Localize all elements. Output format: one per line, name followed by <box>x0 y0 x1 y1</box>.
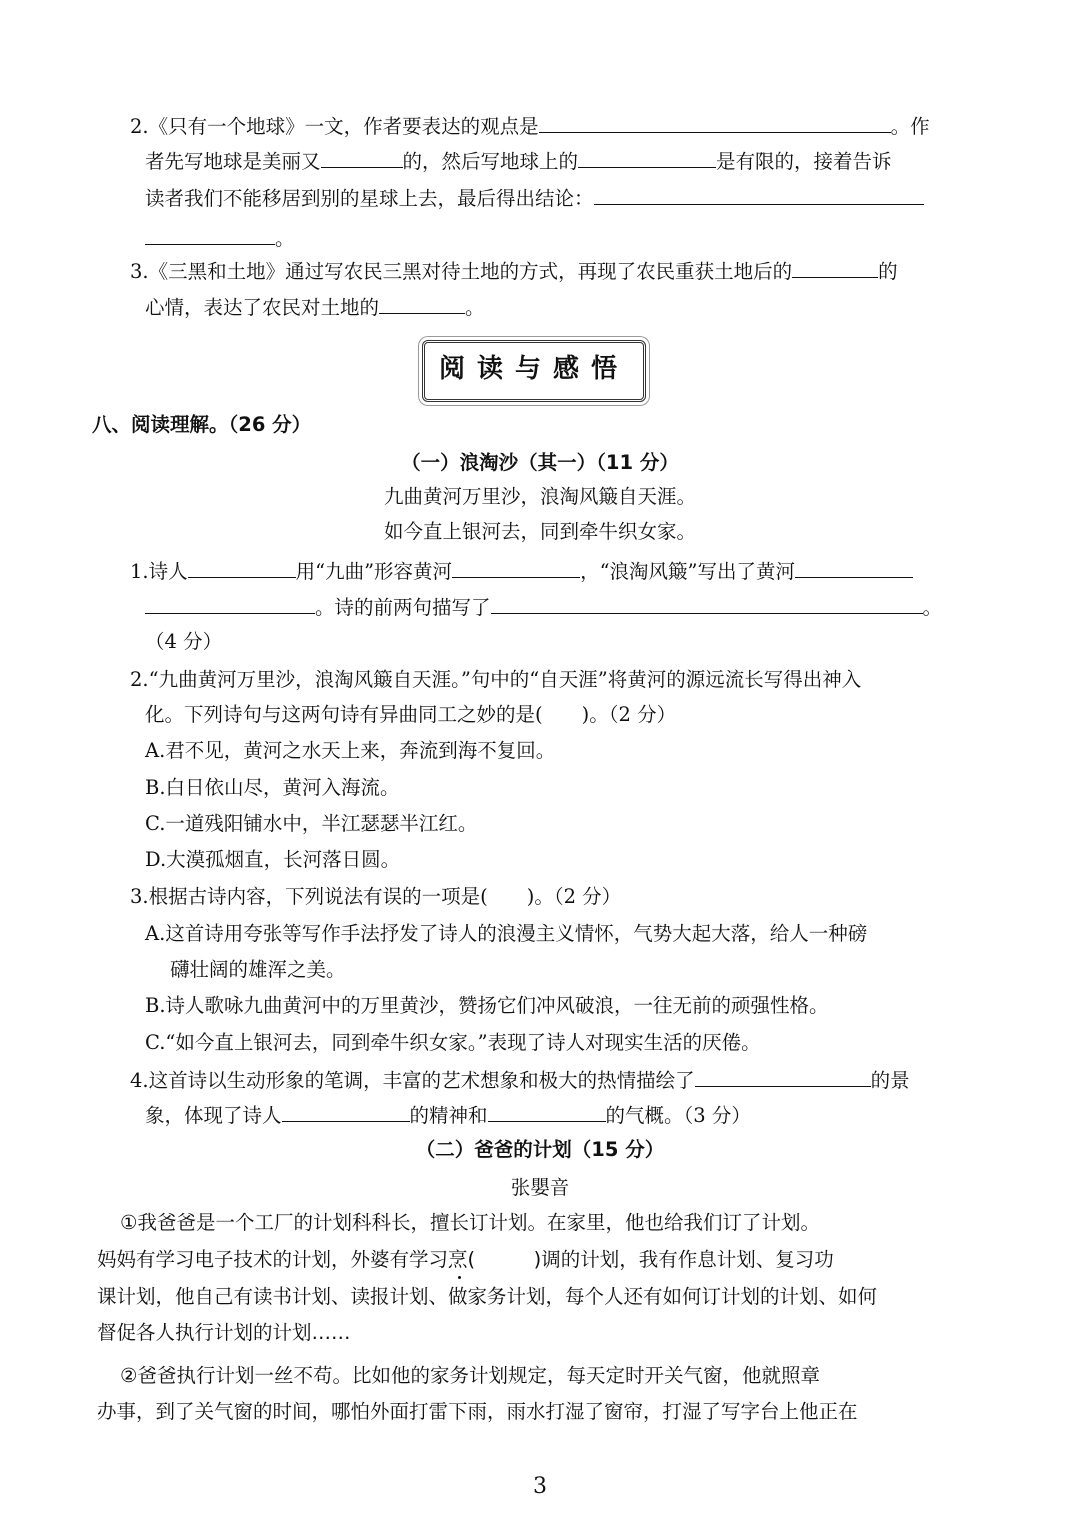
text: 3.《三黑和土地》通过写农民三黑对待土地的方式，再现了农民重获土地后的 <box>130 260 793 283</box>
text: 的气概。（3 分） <box>605 1104 751 1127</box>
text: 的精神和 <box>409 1104 488 1127</box>
text: 。作 <box>890 115 930 138</box>
text: 。诗的前两句描写了 <box>315 596 491 619</box>
paragraph-line: 督促各人执行计划的计划…… <box>97 1321 351 1344</box>
recall-q3-line1 <box>130 257 898 285</box>
text: 2.《只有一个地球》一文，作者要表达的观点是 <box>130 115 539 138</box>
answer-blank[interactable] <box>491 593 923 614</box>
option-continued: 礴壮阔的雄浑之美。 <box>170 958 346 981</box>
story-title: （二）爸爸的计划（15 分） <box>415 1138 665 1161</box>
paragraph-line: ①我爸爸是一个工厂的计划科科长，擅长订计划。在家里，他也给我们订了计划。 <box>120 1211 820 1234</box>
paragraph-line: ②爸爸执行计划一丝不苟。比如他的家务计划规定，每天定时开关气窗，他就照章 <box>120 1364 820 1387</box>
text: 。 <box>465 296 485 319</box>
text: 。 <box>275 227 295 250</box>
option[interactable]: B.诗人歌咏九曲黄河中的万里黄沙，赞扬它们冲风破浪，一往无前的顽强性格。 <box>145 994 829 1017</box>
q3-stem: 3.根据古诗内容，下列说法有误的一项是( )。（2 分） <box>130 885 622 908</box>
text: 的景 <box>870 1069 910 1092</box>
text: 心情，表达了农民对土地的 <box>145 296 380 319</box>
answer-blank[interactable] <box>379 293 465 314</box>
q1-line1 <box>130 557 913 585</box>
q1-score: （4 分） <box>145 630 223 653</box>
answer-blank[interactable] <box>452 557 580 578</box>
text: ( )调的计划，我有作息计划、复习功 <box>467 1248 834 1271</box>
answer-blank[interactable] <box>188 557 296 578</box>
option[interactable]: B.白日依山尽，黄河入海流。 <box>145 776 400 799</box>
answer-blank[interactable] <box>282 1101 410 1122</box>
text: 1.诗人 <box>130 560 188 583</box>
recall-q2-line3 <box>145 184 924 212</box>
recall-q3-line2 <box>145 293 485 321</box>
paragraph-line: 课计划，他自己有读书计划、读报计划、做家务计划，每个人还有如何订计划的计划、如何 <box>97 1285 878 1308</box>
poem-line: 九曲黄河万里沙，浪淘风簸自天涯。 <box>383 485 696 508</box>
answer-blank[interactable] <box>488 1101 606 1122</box>
paragraph-line: 办事，到了关气窗的时间，哪怕外面打雷下雨，雨水打湿了窗帘，打湿了写字台上他正在 <box>97 1400 858 1423</box>
text: 象，体现了诗人 <box>145 1104 282 1127</box>
answer-blank[interactable] <box>145 224 275 245</box>
poem-title: （一）浪淘沙（其一）（11 分） <box>401 451 679 474</box>
text: 妈妈有学习电子技术的计划，外婆有学习 <box>97 1248 449 1271</box>
option[interactable]: D.大漠孤烟直，长河落日圆。 <box>145 848 401 871</box>
q2-stem: 2.“九曲黄河万里沙，浪淘风簸自天涯。”句中的“自天涯”将黄河的源远流长写得出神入 <box>130 668 862 691</box>
text: 者先写地球是美丽又 <box>145 150 321 173</box>
answer-blank[interactable] <box>578 147 716 168</box>
recall-q2-line4 <box>145 224 295 252</box>
answer-blank[interactable] <box>321 147 403 168</box>
text: 。 <box>922 596 943 619</box>
option[interactable]: C.一道残阳铺水中，半江瑟瑟半江红。 <box>145 812 478 835</box>
q1-line2 <box>145 593 942 621</box>
q4-line2 <box>145 1101 751 1129</box>
text: 的 <box>878 260 898 283</box>
text: 读者我们不能移居到别的星球上去，最后得出结论： <box>145 187 594 210</box>
poem-line: 如今直上银河去，同到牵牛织女家。 <box>383 520 696 543</box>
paragraph-line <box>97 1247 834 1273</box>
answer-blank[interactable] <box>594 184 924 205</box>
text: 是有限的，接着告诉 <box>716 150 892 173</box>
text: 用“九曲”形容黄河 <box>295 560 453 583</box>
answer-blank[interactable] <box>145 593 315 614</box>
story-author: 张嬰音 <box>510 1176 570 1199</box>
answer-blank[interactable] <box>695 1066 871 1087</box>
q4-line1 <box>130 1066 910 1094</box>
text: 的，然后写地球上的 <box>402 150 579 173</box>
option[interactable]: A.这首诗用夸张等写作手法抒发了诗人的浪漫主义情怀，气势大起大落，给人一种磅 <box>145 922 868 945</box>
option[interactable]: A.君不见，黄河之水天上来，奔流到海不复回。 <box>145 739 556 762</box>
text: 4.这首诗以生动形象的笔调，丰富的艺术想象和极大的热情描绘了 <box>130 1069 695 1092</box>
recall-q2-line2 <box>145 147 892 175</box>
q2-stem: 化。下列诗句与这两句诗有异曲同工之妙的是( )。（2 分） <box>145 703 677 726</box>
section-banner: 阅读与感悟 <box>422 340 646 402</box>
text: ，“浪淘风簸”写出了黄河 <box>580 560 796 583</box>
section-title: 八、阅读理解。（26 分） <box>92 413 312 436</box>
emphasized-char: 烹 <box>448 1248 468 1271</box>
option[interactable]: C.“如今直上银河去，同到牵牛织女家。”表现了诗人对现实生活的厌倦。 <box>145 1031 761 1054</box>
answer-blank[interactable] <box>792 257 878 278</box>
answer-blank[interactable] <box>795 557 913 578</box>
answer-blank[interactable] <box>539 112 891 133</box>
page-number: 3 <box>533 1474 547 1499</box>
recall-q2-line1 <box>130 112 930 140</box>
